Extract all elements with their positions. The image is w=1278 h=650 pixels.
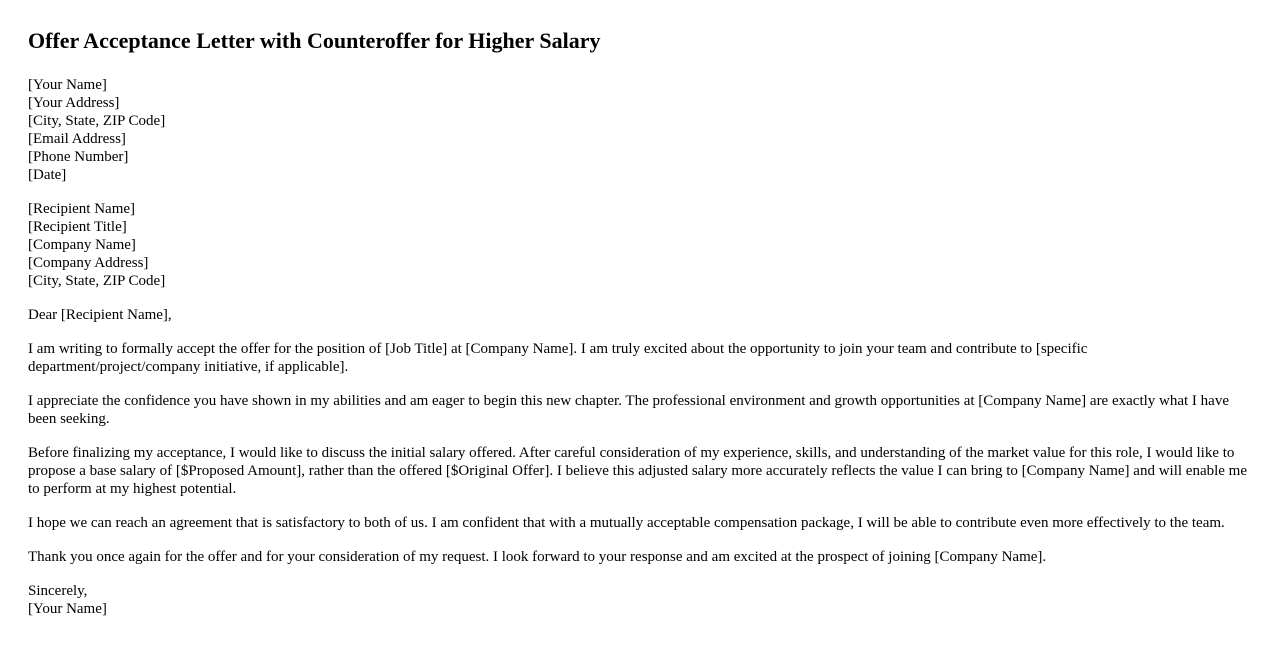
body-paragraph-counteroffer: Before finalizing my acceptance, I would like to discuss the initial salary offered. After careful consideration of my experience, skills, and understanding of the market value for this role, I would like to propose a base salary of [$Proposed Amount], rather than the offered [$Original Offer]. I believe this adjusted salary more accurately reflects the value I can bring to [Company Name] and will enable me to perform at my highest potential.	[28, 445, 1248, 497]
recipient-address-block	[28, 200, 1250, 290]
recipient-city-state-zip: [City, State, ZIP Code]	[28, 273, 166, 289]
closing-block	[28, 582, 1250, 618]
body-paragraph-appreciation: I appreciate the confidence you have shown in my abilities and am eager to begin this new chapter. The professional environment and growth opportunities at [Company Name] are exactly what I have been seeking.	[28, 393, 1229, 427]
sender-address-block	[28, 76, 1250, 184]
sender-address: [Your Address]	[28, 95, 120, 111]
sender-email: [Email Address]	[28, 131, 126, 147]
sender-name: [Your Name]	[28, 77, 107, 93]
recipient-company: [Company Name]	[28, 237, 136, 253]
recipient-name: [Recipient Name]	[28, 201, 136, 217]
body-paragraph-agreement: I hope we can reach an agreement that is satisfactory to both of us. I am confident that with a mutually acceptable compensation package, I will be able to contribute even more effectively to the team.	[28, 515, 1225, 531]
recipient-title: [Recipient Title]	[28, 219, 127, 235]
signature-name: [Your Name]	[28, 601, 107, 617]
letter-title: Offer Acceptance Letter with Counteroffer for Higher Salary	[28, 28, 601, 53]
recipient-company-address: [Company Address]	[28, 255, 149, 271]
letter-date: [Date]	[28, 167, 67, 183]
sender-phone: [Phone Number]	[28, 149, 129, 165]
closing-phrase: Sincerely,	[28, 583, 88, 599]
body-paragraph-thanks: Thank you once again for the offer and for your consideration of my request. I look forward to your response and am excited at the prospect of joining [Company Name].	[28, 549, 1047, 565]
body-paragraph-acceptance: I am writing to formally accept the offer for the position of [Job Title] at [Company Name]. I am truly excited about the opportunity to join your team and contribute to [specific department/project/company initiative, if applicable].	[28, 341, 1088, 375]
salutation: Dear [Recipient Name],	[28, 307, 172, 323]
sender-city-state-zip: [City, State, ZIP Code]	[28, 113, 166, 129]
